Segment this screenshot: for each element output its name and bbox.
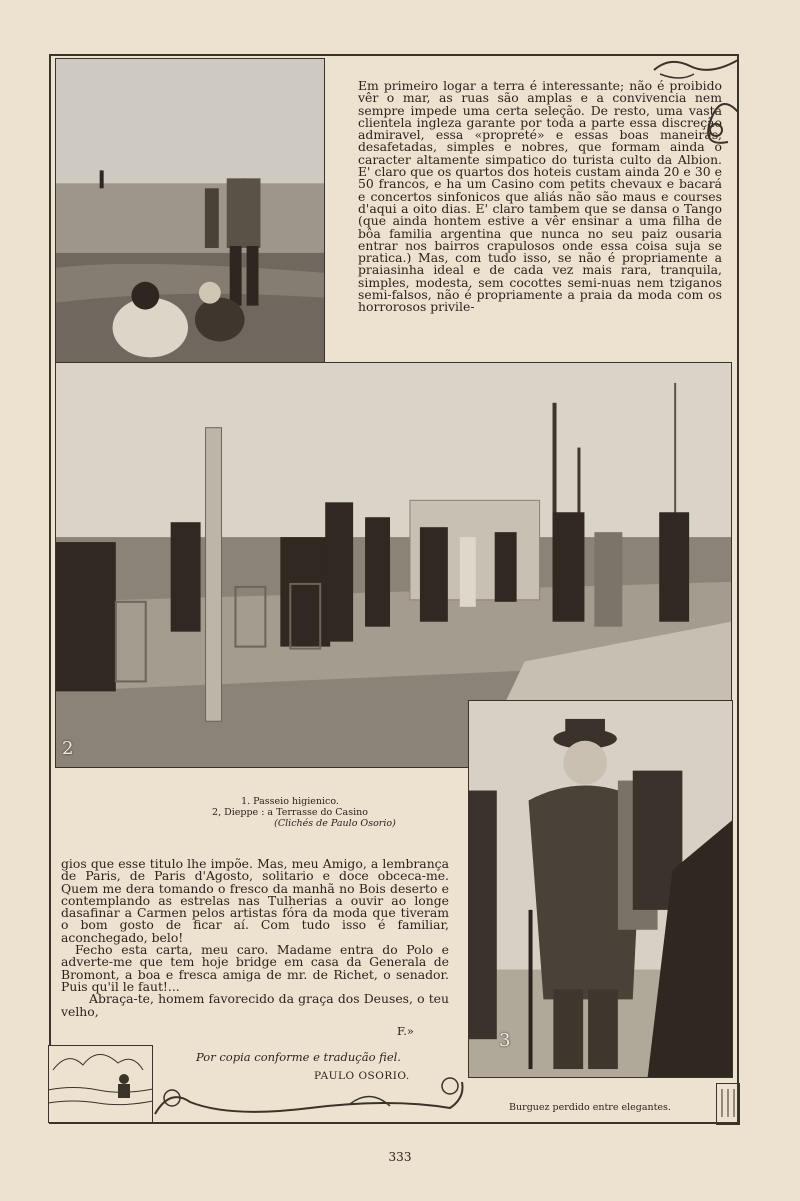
caption-line-1: 1. Passeio higienico. xyxy=(241,796,339,807)
author-name: PAULO OSORIO. xyxy=(314,1070,410,1082)
caption-credit: (Clichés de Paulo Osorio) xyxy=(274,818,396,829)
article-paragraph-4: Abraça-te, homem favorecido da graça dos Deuses, o teu velho, xyxy=(61,991,449,1019)
signature-f: F.» xyxy=(397,1024,414,1038)
ornament-top-right xyxy=(650,52,742,152)
article-paragraph-2: gios que esse titulo lhe impõe. Mas, meu Amigo, a lembrança de Paris, de Paris d'Agosto, solitario e doce obceca-me. Quem me dera tomando o fresco da manhã no Bois deserto e contemplando as estrelas nas Tulherias a ouvir ao longe dasafinar a Carmen pelos artistas fóra da moda que tiveram o bom gosto de ficar aí. Com tudo isso é familiar, aconchegado, belo! xyxy=(61,856,449,945)
caption-photos-1-2 xyxy=(150,796,430,829)
ornament-bottom xyxy=(150,1068,470,1122)
copia-note: Por copia conforme e tradução fiel. xyxy=(196,1050,401,1064)
bather-vignette xyxy=(48,1045,153,1123)
photo-bourgeois xyxy=(468,700,733,1078)
article-text-bottom xyxy=(61,858,449,1018)
photo-number-3: 3 xyxy=(499,1030,511,1051)
article-paragraph-1: Em primeiro logar a terra é interessante; não é proibido vêr o mar, as ruas são amplas e a convivencia nem sempre impede uma certa seleção. De resto, uma vasta clientela ingleza garante por toda a parte essa discreção admiravel, essa «propreté» e essas boas maneiras, desafetadas, simples e nobres, que formam ainda o caracter altamente simpatico do turista culto da Albion. E' claro que os quartos dos hoteis custam ainda 20 e 30 e 50 francos, e ha um Casino com petits chevaux e bacará e concertos sinfonicos que aliás não são maus e courses d'aqui a oito dias. E' claro tambem que se dansa o Tango (que ainda hontem estive a vêr ensinar a uma filha de bôa familia argentina que nunca no seu paiz ousaria entrar nos bairros crapulosos onde essa coisa suja se pratica.) Mas, com tudo isso, se não é propriamente a praiasinha ideal e de cada vez mais rara, tranquila, simples, modesta, sem cocottes semi-nuas nem tziganos semi-falsos, não é propriamente a praia da moda com os horrorosos privile- xyxy=(358,78,722,315)
caption-photo-3: Burguez perdido entre elegantes. xyxy=(509,1102,671,1113)
page-number: 333 xyxy=(388,1150,412,1164)
article-paragraph-3: Fecho esta carta, meu caro. Madame entra do Polo e adverte-me que tem hoje bridge em casa da Generala de Bromont, a boa e fresca amiga de mr. de Richet, o senador. Puis qu'il le faut!... xyxy=(61,942,449,994)
ornament-bottom-right xyxy=(716,1083,740,1125)
photo-number-2: 2 xyxy=(62,738,74,759)
caption-line-2: 2, Dieppe : a Terrasse do Casino xyxy=(212,807,368,818)
